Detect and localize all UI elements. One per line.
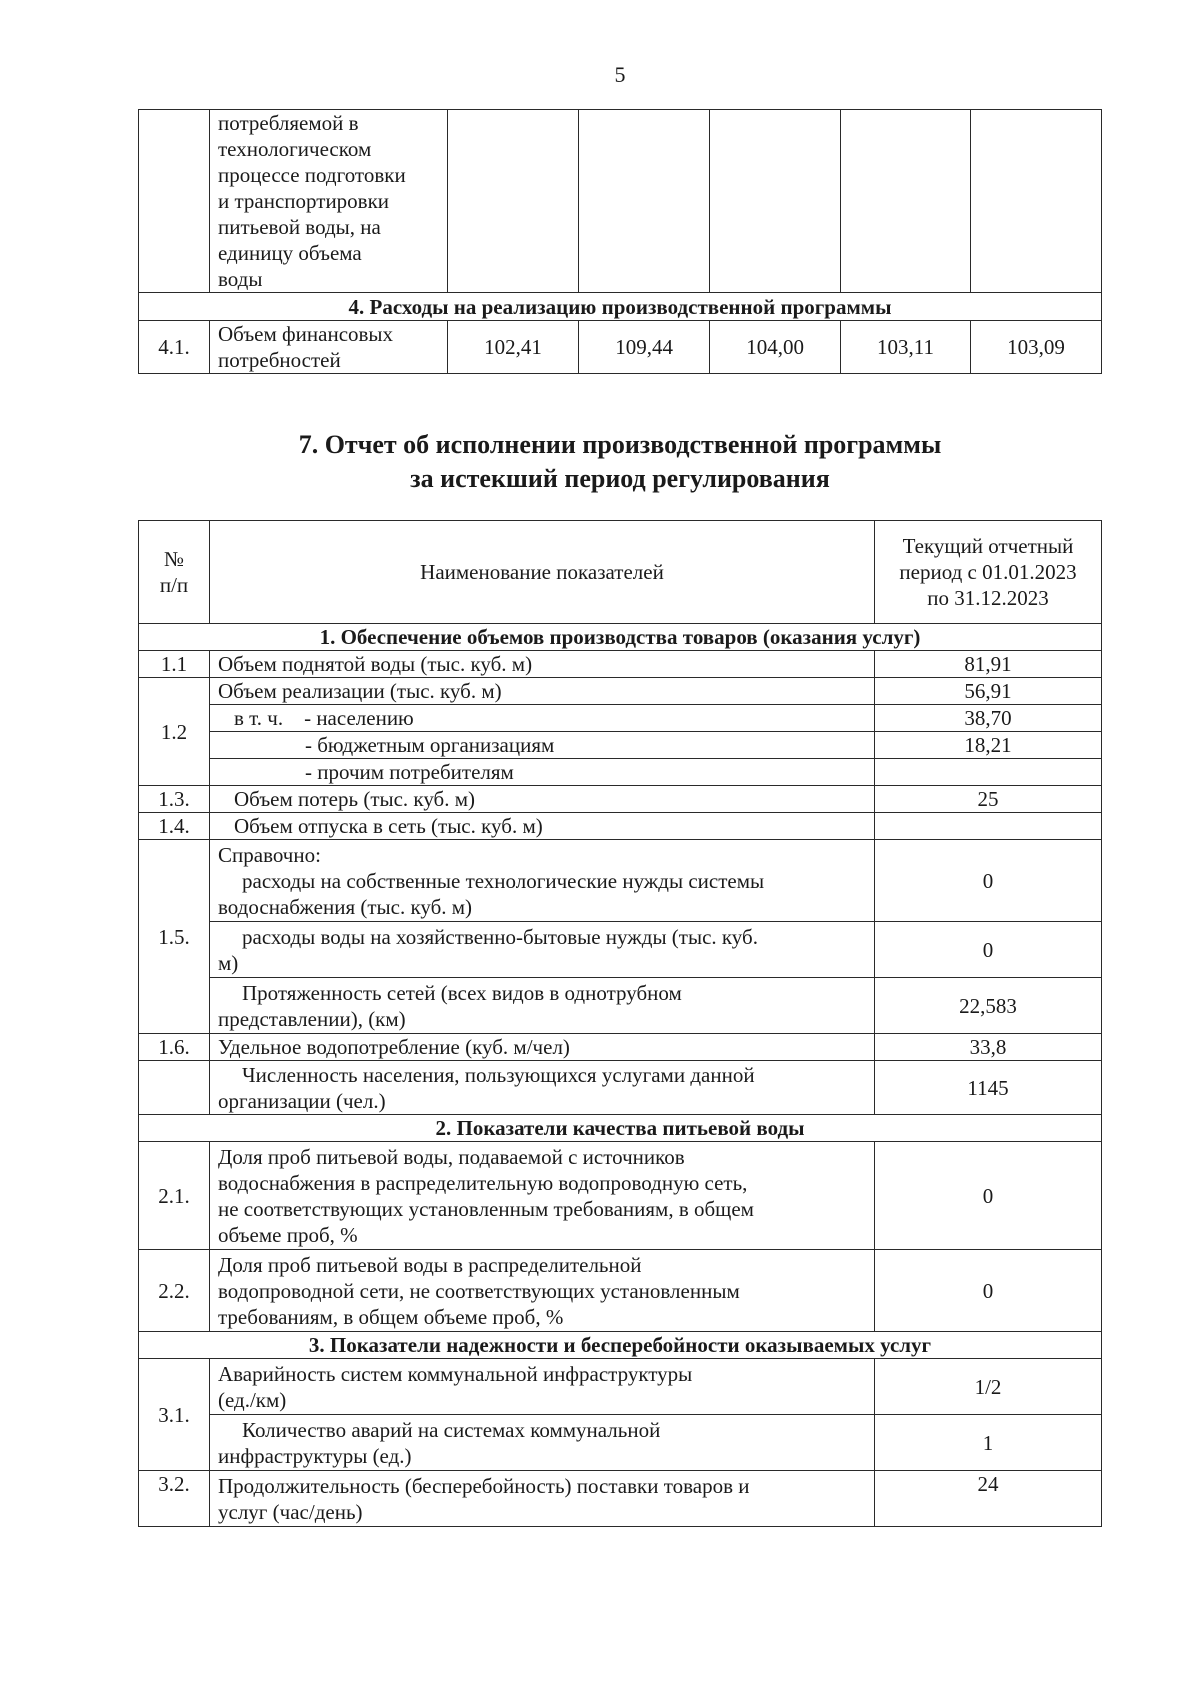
table-row [139,1415,1102,1471]
section-title-4: 4. Расходы на реализацию производственной программы [139,293,1102,321]
row-number: 1.2 [139,678,210,786]
value-cell: 33,8 [875,1034,1102,1061]
table-row [139,1359,1102,1415]
value-cell: 0 [875,840,1102,922]
table-row [139,732,1102,759]
row-name: Доля проб питьевой воды, подаваемой с источников водоснабжения в распределительную водопроводную сеть, не соответствующих установленным требованиям, в общем объеме проб, % [210,1142,875,1250]
table-row [139,1061,1102,1115]
value-cell [841,110,971,293]
section-row [139,1115,1102,1142]
table-row [139,110,1102,293]
section-row [139,293,1102,321]
row-name: Аварийность систем коммунальной инфраструктуры (ед./км) [210,1359,875,1415]
row-name: Количество аварий на системах коммунальной инфраструктуры (ед.) [210,1415,875,1471]
section-title-2: 2. Показатели качества питьевой воды [139,1115,1102,1142]
row-name: Объем отпуска в сеть (тыс. куб. м) [210,813,875,840]
value-cell: 56,91 [875,678,1102,705]
table-row [139,786,1102,813]
row-name: Объем поднятой воды (тыс. куб. м) [210,651,875,678]
row-name: Протяженность сетей (всех видов в однотрубном представлении), (км) [210,978,875,1034]
table-row [139,1034,1102,1061]
row-number [139,1061,210,1115]
value-cell: 81,91 [875,651,1102,678]
value-cell: 102,41 [448,321,579,374]
table-row [139,705,1102,732]
row-name: Доля проб питьевой воды в распределительной водопроводной сети, не соответствующих установленным требованиям, в общем объеме проб, % [210,1250,875,1332]
value-cell: 24 [875,1471,1102,1527]
table-row [139,678,1102,705]
row-number: 4.1. [139,321,210,374]
row-name: - бюджетным организациям [210,732,875,759]
section-row [139,624,1102,651]
row-name: Объем финансовых потребностей [210,321,448,374]
table-row [139,978,1102,1034]
row-number: 1.3. [139,786,210,813]
section-title-1: 1. Обеспечение объемов производства товаров (оказания услуг) [139,624,1102,651]
table-row [139,922,1102,978]
row-name: Объем реализации (тыс. куб. м) [210,678,875,705]
table-row [139,840,1102,922]
table-row [139,321,1102,374]
table-row [139,651,1102,678]
report-table [138,520,1102,1527]
value-cell: 0 [875,922,1102,978]
financial-table [138,109,1102,374]
value-cell: 103,09 [970,321,1101,374]
row-name: Справочно: расходы на собственные технологические нужды системы водоснабжения (тыс. куб. м) [210,840,875,922]
row-name: Продолжительность (бесперебойность) поставки товаров и услуг (час/день) [210,1471,875,1527]
table-row [139,1250,1102,1332]
row-number: 2.1. [139,1142,210,1250]
header-row [139,521,1102,624]
value-cell: 1/2 [875,1359,1102,1415]
section-row [139,1332,1102,1359]
section-title-3: 3. Показатели надежности и бесперебойности оказываемых услуг [139,1332,1102,1359]
value-cell: 18,21 [875,732,1102,759]
value-cell: 25 [875,786,1102,813]
row-number: 1.5. [139,840,210,1034]
row-number: 1.6. [139,1034,210,1061]
row-name: Удельное водопотребление (куб. м/чел) [210,1034,875,1061]
value-cell [970,110,1101,293]
row-number: 1.1 [139,651,210,678]
value-cell [875,813,1102,840]
row-name: - прочим потребителям [210,759,875,786]
row-name: расходы воды на хозяйственно-бытовые нужды (тыс. куб. м) [210,922,875,978]
value-cell [579,110,710,293]
value-cell: 1145 [875,1061,1102,1115]
value-cell: 38,70 [875,705,1102,732]
row-number: 3.1. [139,1359,210,1471]
row-name: Объем потерь (тыс. куб. м) [210,786,875,813]
header-name: Наименование показателей [210,521,875,624]
table-row [139,1142,1102,1250]
value-cell: 0 [875,1250,1102,1332]
row-number: 2.2. [139,1250,210,1332]
value-cell: 0 [875,1142,1102,1250]
section-heading: 7. Отчет об исполнении производственной программы за истекший период регулирования [298,430,942,493]
row-name: Численность населения, пользующихся услугами данной организации (чел.) [210,1061,875,1115]
page-number: 5 [614,62,626,87]
row-number: 1.4. [139,813,210,840]
header-period: Текущий отчетный период с 01.01.2023 по 31.12.2023 [875,521,1102,624]
value-cell: 1 [875,1415,1102,1471]
value-cell [448,110,579,293]
row-number [139,110,210,293]
header-number: № п/п [139,521,210,624]
value-cell [875,759,1102,786]
row-name: потребляемой в технологическом процессе подготовки и транспортировки питьевой воды, на единицу объема воды [210,110,448,293]
table-row [139,813,1102,840]
table-row [139,759,1102,786]
value-cell: 22,583 [875,978,1102,1034]
value-cell: 104,00 [710,321,841,374]
value-cell: 109,44 [579,321,710,374]
value-cell [710,110,841,293]
value-cell: 103,11 [841,321,971,374]
row-number: 3.2. [139,1471,210,1527]
row-name: в т. ч. - населению [210,705,875,732]
table-row [139,1471,1102,1527]
